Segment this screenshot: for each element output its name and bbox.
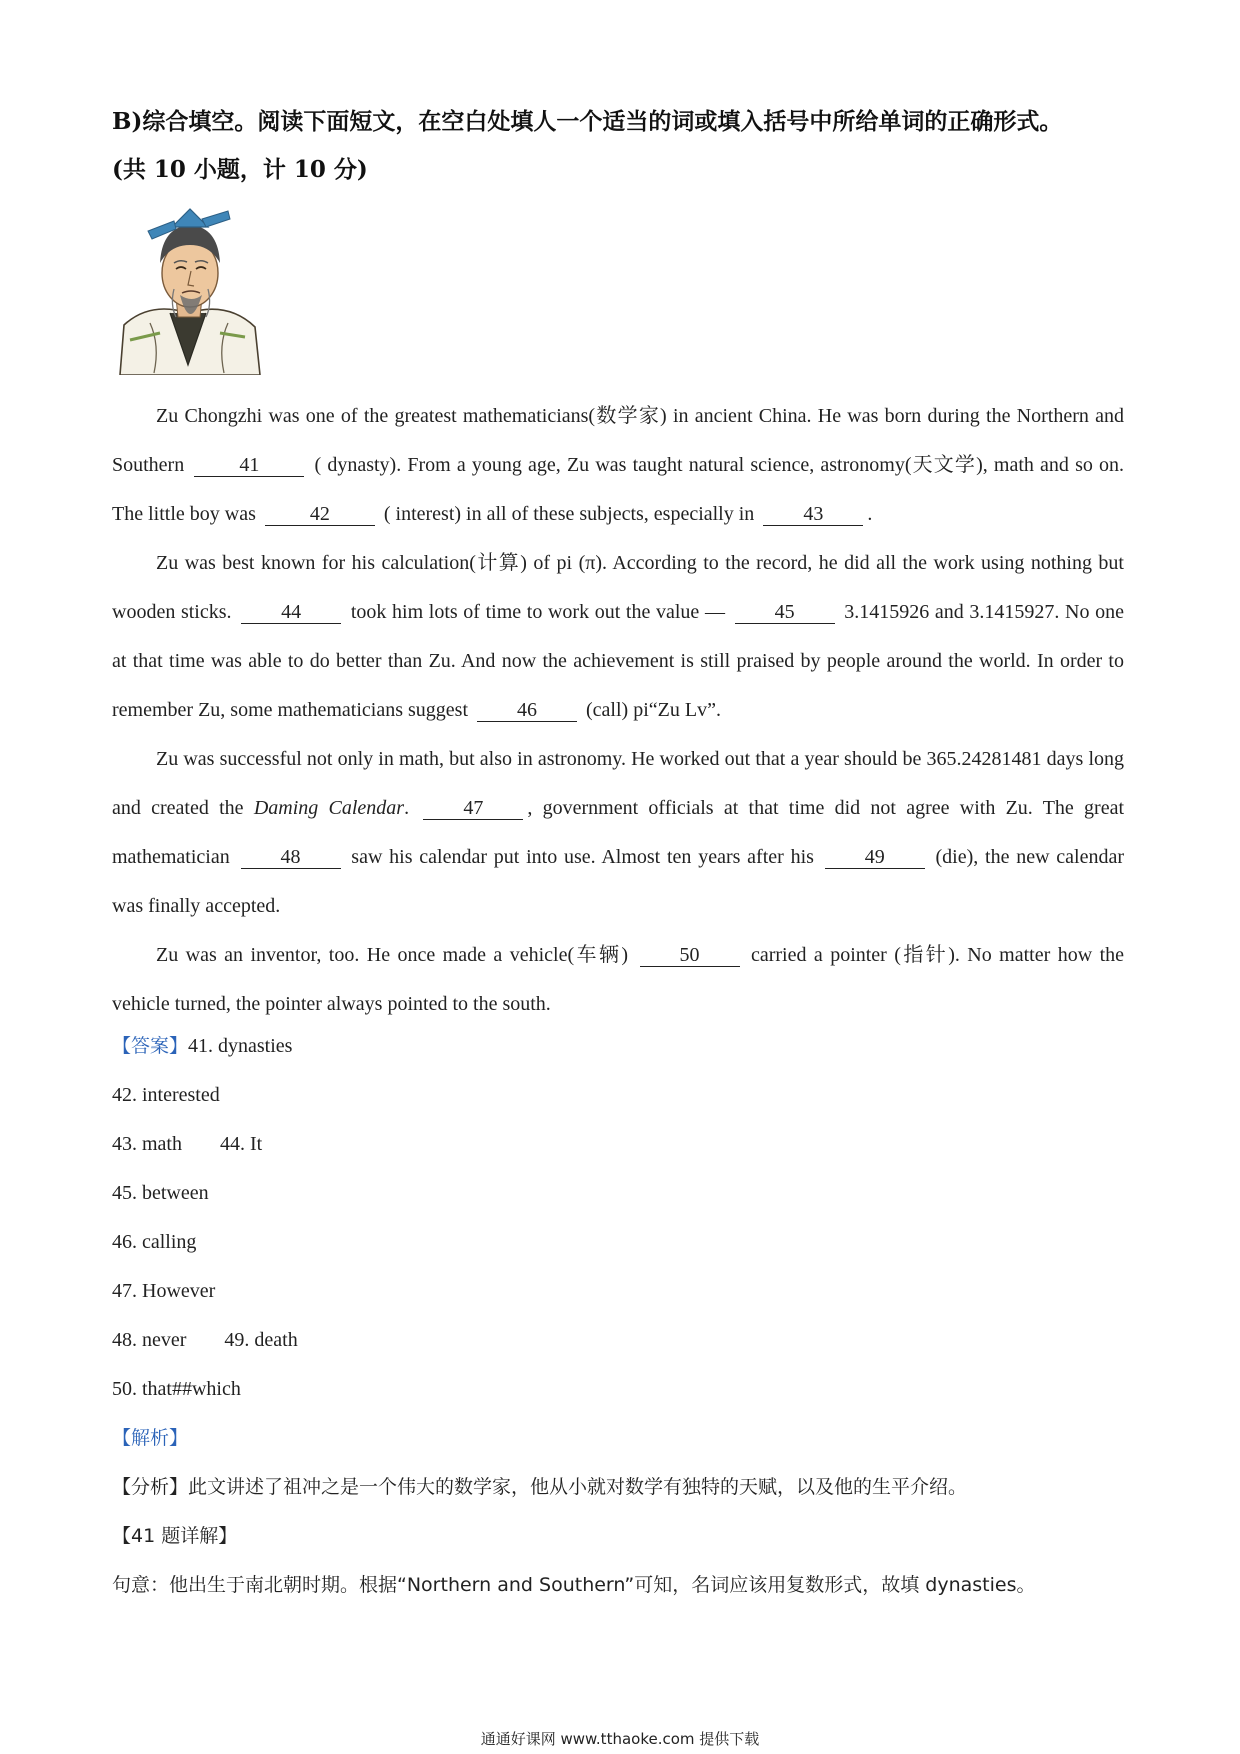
- paragraph-2-text-c: 3.1415926 and 3.1415927. No one at that time was able to do better than Zu. And now the achievement is still praised by people around the world. In order to remember Zu, some mathematicians suggest: [112, 601, 1124, 721]
- passage-paragraph-4: [112, 931, 1124, 1029]
- analysis-row: [112, 1463, 1124, 1512]
- answer-42: 42. interested: [112, 1084, 220, 1106]
- answer-row-43-44: [112, 1120, 1124, 1169]
- paragraph-2-text-a: Zu was best known for his calculation(计算) of pi (π). According to the record, he did all the work using nothing but wooden sticks.: [112, 552, 1124, 623]
- paragraph-3-text-d: saw his calendar put into use. Almost ten years after his: [351, 846, 814, 868]
- answer-50: 50. that##which: [112, 1378, 241, 1400]
- paragraph-3-text-c: , government officials at that time did not agree with Zu. The great mathematician: [112, 797, 1125, 868]
- blank-50[interactable]: 50: [640, 944, 740, 967]
- paragraph-1-text-c: ( interest) in all of these subjects, especially in: [383, 503, 755, 525]
- answer-row-45: [112, 1169, 1124, 1218]
- answer-41: 41. dynasties: [188, 1035, 293, 1057]
- analysis-text: 此文讲述了祖冲之是一个伟大的数学家，他从小就对数学有独特的天赋，以及他的生平介绍。: [188, 1476, 968, 1498]
- calendar-title: Daming Calendar: [253, 797, 405, 819]
- blank-49[interactable]: 49: [825, 846, 925, 869]
- heading-line-2: (共 10 小题，计 10 分): [112, 156, 368, 183]
- answer-row-46: [112, 1218, 1124, 1267]
- paragraph-4-text-a: Zu was an inventor, too. He once made a vehicle(车辆): [156, 944, 629, 966]
- answer-row-48-49: [112, 1316, 1124, 1365]
- paragraph-2-text-d: (call) pi“Zu Lv”.: [586, 699, 721, 721]
- reading-passage: [112, 392, 1124, 1029]
- blank-43[interactable]: 43: [763, 503, 863, 526]
- answer-43: 43. math: [112, 1133, 182, 1155]
- blank-41[interactable]: 41: [194, 454, 304, 477]
- answer-tag: 【答案】: [112, 1035, 189, 1057]
- scholar-portrait-image: [110, 205, 265, 375]
- paragraph-2-text-b: took him lots of time to work out the value —: [350, 601, 725, 623]
- answer-row-41: [112, 1022, 1124, 1071]
- detail-label: 【41 题详解】: [112, 1525, 238, 1547]
- blank-42[interactable]: 42: [265, 503, 375, 526]
- passage-paragraph-2: [112, 539, 1124, 735]
- blank-48[interactable]: 48: [241, 846, 341, 869]
- heading-line-1: B)综合填空。阅读下面短文，在空白处填人一个适当的词或填入括号中所给单词的正确形式。: [112, 108, 1063, 135]
- paragraph-1-text-b: ( dynasty). From a young age, Zu was taught natural science, astronomy(天文学), math and so on. The little boy was: [112, 454, 1124, 525]
- blank-45[interactable]: 45: [735, 601, 835, 624]
- blank-46[interactable]: 46: [477, 699, 577, 722]
- page-footer: 通通好课网 www.tthaoke.com 提供下载: [480, 1730, 760, 1748]
- blank-47[interactable]: 47: [423, 797, 523, 820]
- answer-row-50: [112, 1365, 1124, 1414]
- answer-46: 46. calling: [112, 1231, 197, 1253]
- answer-row-47: [112, 1267, 1124, 1316]
- paragraph-3-text-e: (die), the new calendar was finally accepted.: [112, 846, 1125, 917]
- paragraph-1-text-d: .: [867, 503, 873, 525]
- paragraph-1-text-a: Zu Chongzhi was one of the greatest mathematicians(数学家) in ancient China. He was born during the Northern and Southern: [112, 405, 1124, 476]
- passage-paragraph-1: [112, 392, 1124, 539]
- answer-49: 49. death: [224, 1329, 298, 1351]
- paragraph-3-text-a: Zu was successful not only in math, but also in astronomy. He worked out that a year should be 365.24281481 days long and created the: [112, 748, 1124, 819]
- analysis-label: 【分析】: [112, 1476, 189, 1498]
- analysis-tag: 【解析】: [112, 1427, 189, 1449]
- section-heading: [112, 98, 1142, 194]
- answer-48: 48. never: [112, 1329, 187, 1351]
- answer-45: 45. between: [112, 1182, 209, 1204]
- answer-44: 44. It: [220, 1133, 263, 1155]
- portrait-illustration: [110, 205, 265, 375]
- detail-label-row: [112, 1512, 1124, 1561]
- blank-44[interactable]: 44: [241, 601, 341, 624]
- answer-section: [112, 1022, 1124, 1610]
- detail-text-row: [112, 1561, 1124, 1610]
- paragraph-4-text-b: carried a pointer (指针). No matter how the vehicle turned, the pointer always pointed to the south.: [112, 944, 1125, 1015]
- passage-paragraph-3: [112, 735, 1124, 931]
- answer-row-42: [112, 1071, 1124, 1120]
- answer-47: 47. However: [112, 1280, 216, 1302]
- paragraph-3-text-b: .: [404, 797, 410, 819]
- detail-text: 句意：他出生于南北朝时期。根据“Northern and Southern”可知，名词应该用复数形式，故填 dynasties。: [112, 1574, 1036, 1596]
- analysis-tag-row: [112, 1414, 1124, 1463]
